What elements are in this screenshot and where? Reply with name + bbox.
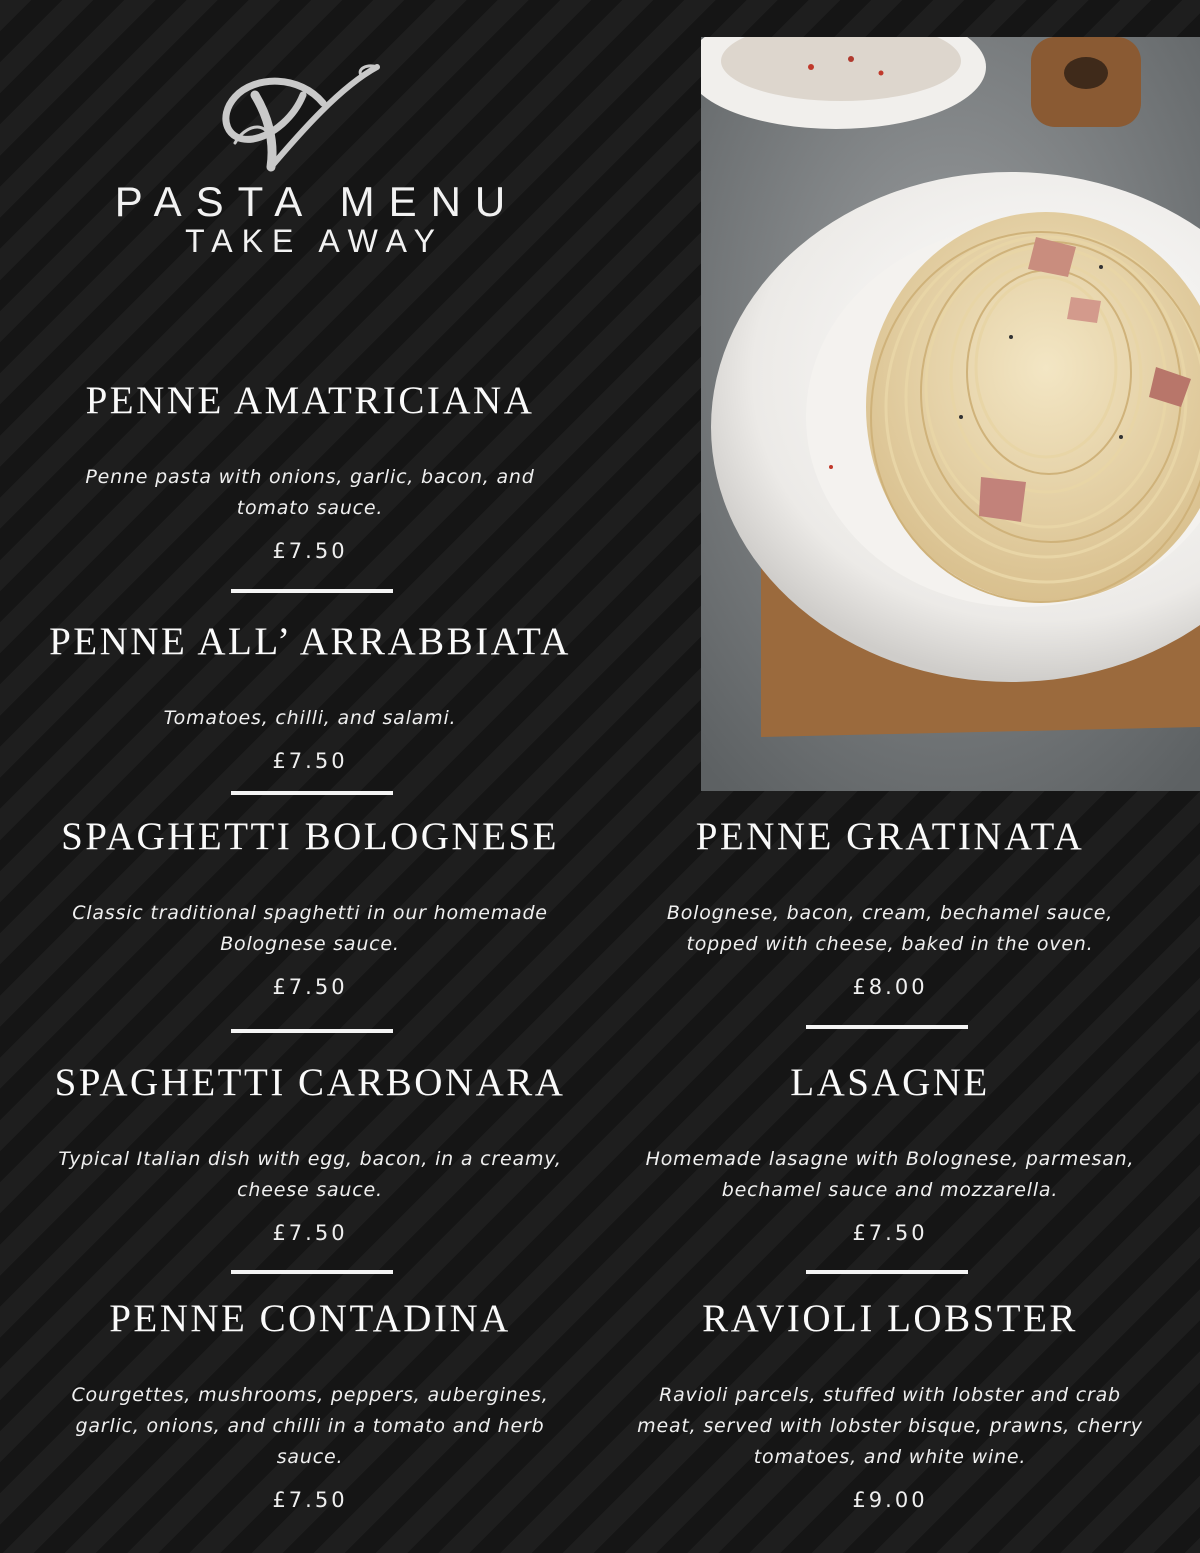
item-price: £7.50 [272,1221,348,1245]
item-name: PENNE ALL’ ARRABBIATA [49,620,571,663]
item-description: Classic traditional spaghetti in our homemade Bolognese sauce. [72,902,548,955]
divider [231,589,393,593]
menu-item-penne-contadina [20,1288,600,1515]
item-name: PENNE CONTADINA [109,1297,511,1340]
menu-item-spaghetti-carbonara [20,1052,600,1248]
item-name: SPAGHETTI CARBONARA [54,1061,566,1104]
item-description: Courgettes, mushrooms, peppers, aubergines, garlic, onions, and chilli in a tomato and herb sauce. [71,1384,549,1468]
item-name: PENNE GRATINATA [695,815,1085,858]
divider [231,1029,393,1033]
divider [231,1270,393,1274]
item-description: Tomatoes, chilli, and salami. [163,707,457,729]
item-price: £7.50 [852,1221,928,1245]
divider [231,791,393,795]
item-price: £8.00 [852,975,928,999]
menu-item-penne-arrabbiata [20,611,600,776]
script-v-monogram-icon [205,55,395,175]
item-price: £7.50 [272,975,348,999]
item-price: £7.50 [272,539,348,563]
menu-item-spaghetti-bolognese [20,806,600,1002]
menu-item-penne-amatriciana [20,370,600,566]
item-description: Typical Italian dish with egg, bacon, in a creamy, cheese sauce. [58,1148,562,1201]
item-price: £7.50 [272,749,348,773]
menu-item-lasagne [600,1052,1180,1248]
item-name: PENNE AMATRICIANA [85,379,535,422]
divider [806,1270,968,1274]
item-description: Homemade lasagne with Bolognese, parmesan, bechamel sauce and mozzarella. [645,1148,1135,1201]
divider [806,1025,968,1029]
item-name: SPAGHETTI BOLOGNESE [61,815,559,858]
menu-subtitle: TAKE AWAY [185,223,444,260]
menu-item-penne-gratinata [600,806,1180,1002]
menu-header [60,180,560,259]
menu-title: PASTA MENU [114,178,520,225]
spaghetti-carbonara-photo [701,37,1200,791]
item-name: RAVIOLI LOBSTER [702,1297,1078,1340]
item-price: £9.00 [852,1488,928,1512]
menu-item-ravioli-lobster [600,1288,1180,1515]
item-name: LASAGNE [790,1061,990,1104]
item-description: Ravioli parcels, stuffed with lobster and crab meat, served with lobster bisque, prawns, cherry tomatoes, and white wine. [637,1384,1143,1468]
item-description: Bolognese, bacon, cream, bechamel sauce, topped with cheese, baked in the oven. [666,902,1114,955]
item-price: £7.50 [272,1488,348,1512]
item-description: Penne pasta with onions, garlic, bacon, and tomato sauce. [85,466,535,519]
